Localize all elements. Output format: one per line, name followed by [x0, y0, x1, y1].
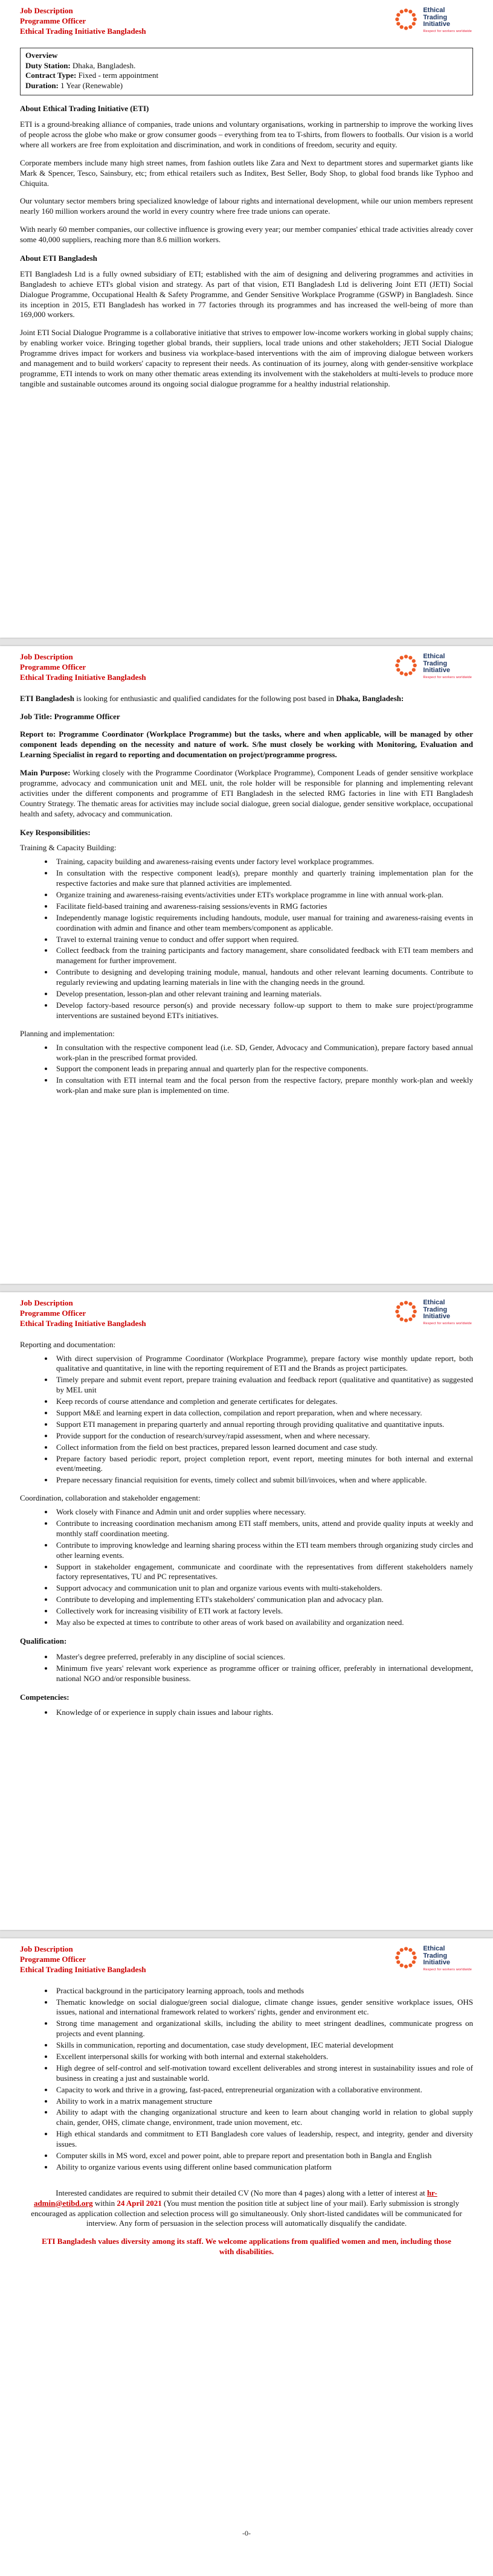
logo-word-trading: Trading [423, 1952, 448, 1959]
eti-logo-icon [393, 6, 419, 33]
doc-title: Job Description [20, 1298, 73, 1307]
org-logo [393, 1298, 473, 1325]
logo-tagline: Respect for workers worldwide [423, 675, 472, 679]
overview-box [20, 48, 473, 96]
overview-value: Dhaka, Bangladesh. [70, 60, 136, 70]
bullet-item: • Excellent interpersonal skills for working with both internal and external stakeholders. [54, 2052, 473, 2062]
bullet-item: • Collect information from the field on best practices, prepared lesson learned document and case study. [54, 1443, 473, 1453]
paragraph: ETI Bangladesh Ltd is a fully owned subsidiary of ETI; established with the aim of designing and delivering programmes and activities in Bangladesh to achieve ETI's global vision and strategy. As part of that vision, ETI Bangladesh Ltd is delivering Joint ETI (JETI) Social Dialogue Programme, Occupational Health & Safety Programme, and Gender Sensitive Workplace Programme (GSWP) in Bangladesh. Since its inception in 2015, ETI Bangladesh has worked in 77 factories through its programmes and has increased the well-being of more than 169,000 workers. [20, 269, 473, 319]
text-run: within [92, 2198, 117, 2208]
bullet-item: • Thematic knowledge on social dialogue/green social dialogue, climate change issues, gender sensitive workplace issues, OHS issues, national and international framework related to workers' rights, gender and environment etc. [54, 1998, 473, 2018]
doc-position: Programme Officer [20, 1308, 86, 1318]
bullet-list [20, 1043, 473, 1096]
logo-text [423, 652, 472, 679]
bullet-item: • Contribute to developing and implementing ETI's stakeholders' communication plan and advocacy plan. [54, 1595, 473, 1605]
page-header [20, 652, 473, 683]
document-page-2 [0, 646, 493, 1284]
logo-word-initiative: Initiative [423, 667, 450, 674]
paragraph: ETI is a ground-breaking alliance of companies, trade unions and voluntary organisations, working in partnership to improve the working lives of people across the globe who make or grow consumer goods – everything from tea to T-shirts, from flowers to footballs. Our vision is a world where all workers are free from exploitation and discrimination, and work in conditions of freedom, security and equity. [20, 120, 473, 149]
bullet-item: • In consultation with the respective component lead(s), prepare monthly and quarterly training implementation plan for the respective factories and make sure that planned activities are implemented. [54, 868, 473, 889]
bullet-item: • Master's degree preferred, preferably in any discipline of social sciences. [54, 1652, 473, 1662]
bullet-list [20, 857, 473, 1020]
bullet-item: • Ability to organize various events using different online based communication platform [54, 2162, 473, 2173]
header-titles [20, 1298, 146, 1329]
section-heading: Qualification: [20, 1636, 67, 1645]
email-link[interactable]: hr-admin@etibd.org [33, 2188, 437, 2208]
bullet-item: • Travel to external training venue to conduct and offer support when required. [54, 935, 473, 945]
bullet-item: • Develop presentation, lesson-plan and other relevant training and learning materials. [54, 989, 473, 999]
bullet-item: • Organize training and awareness-raising events/activities under ETI's workplace programme in line with annual work-plan. [54, 890, 473, 900]
bullet-item: • Training, capacity building and awareness-raising events under factory level workplace programmes. [54, 857, 473, 867]
bullet-item: • Support in stakeholder engagement, communicate and coordinate with the representatives from different stakeholders namely factory representatives, TU and PC representatives. [54, 1562, 473, 1583]
overview-row [25, 71, 468, 81]
bullet-item: • Skills in communication, reporting and documentation, case study development, IEC material development [54, 2040, 473, 2051]
bullet-item: • Strong time management and organizational skills, including the ability to meet stringent deadlines, communicate progress on projects and event planning. [54, 2019, 473, 2039]
sub-heading: Planning and implementation: [20, 1028, 115, 1038]
bullet-item: • With direct supervision of Programme Coordinator (Workplace Programme), prepare factory wise monthly update report, both qualitative and quantitative, in line with the reporting requirement of ETI and the Brands as project participates. [54, 1354, 473, 1374]
org-logo [393, 6, 473, 33]
page-header [20, 1298, 473, 1329]
org-logo [393, 652, 473, 679]
doc-position: Programme Officer [20, 1954, 86, 1964]
eti-logo-icon [393, 652, 419, 679]
bullet-item: • Work closely with Finance and Admin unit and order supplies where necessary. [54, 1507, 473, 1517]
header-titles [20, 6, 146, 37]
overview-label: Contract Type: [25, 71, 77, 80]
overview-title: Overview [25, 50, 58, 60]
deadline-date: 24 April 2021 [117, 2198, 162, 2208]
page-header [20, 6, 473, 37]
doc-org: Ethical Trading Initiative Bangladesh [20, 1964, 146, 1974]
overview-row [25, 81, 468, 91]
overview-value: Fixed - term appointment [76, 71, 159, 80]
eti-logo-icon [393, 1298, 419, 1325]
page-body [20, 1340, 473, 1719]
bullet-item: • Practical background in the participatory learning approach, tools and methods [54, 1986, 473, 1996]
bullet-item: • Computer skills in MS word, excel and power point, able to prepare report and presentation both in Bangla and English [54, 2151, 473, 2161]
doc-position: Programme Officer [20, 16, 86, 25]
section-heading: About Ethical Trading Initiative (ETI) [20, 104, 149, 114]
page-body [20, 48, 473, 389]
logo-tagline: Respect for workers worldwide [423, 1967, 472, 1972]
bullet-list [20, 1708, 473, 1718]
bullet-item: • Prepare necessary financial requisition for events, timely collect and submit bill/invoices, when and where applicable. [54, 1475, 473, 1485]
bullet-item: • Capacity to work and thrive in a growing, fast-paced, entrepreneurial organization with a collaborative environment. [54, 2085, 473, 2095]
bullet-item: • Contribute to improving knowledge and learning sharing process within the ETI team members through organizing study circles and other learning events. [54, 1540, 473, 1561]
logo-word-trading: Trading [423, 659, 448, 667]
bullet-item: • In consultation with the respective component lead (i.e. SD, Gender, Advocacy and Communication), prepare factory based annual work-plan in the prescribed format provided. [54, 1043, 473, 1063]
bullet-item: • Independently manage logistic requirements including handouts, module, user manual for training and awareness-raising events in coordination with admin and finance and other team members/component as applicable. [54, 913, 473, 934]
org-logo [393, 1944, 473, 1972]
sub-heading: Training & Capacity Building: [20, 843, 117, 853]
logo-word-initiative: Initiative [423, 1959, 450, 1967]
bullet-item: • Ability to adapt with the changing organizational structure and keen to learn about changing world in relation to global supply chain, gender, OHS, climate change, environment, trade union movement, etc. [54, 2107, 473, 2128]
page-end-mark: -0- [242, 2529, 251, 2538]
bullet-item: • Provide support for the conduction of research/survey/rapid assessment, when and where necessary. [54, 1431, 473, 1441]
bullet-item: • Minimum five years' relevant work experience as programme officer or training officer, preferably in international development, national NGO and/or responsible business. [54, 1664, 473, 1684]
page-body [20, 1985, 473, 2538]
document-page-3 [0, 1292, 493, 1930]
overview-label: Duration: [25, 81, 59, 91]
bullet-item: • Contribute to designing and developing training module, manual, handouts and other relevant learning documents. Contribute to regularly reviewing and updating learning materials in line with the changing needs in the ground. [54, 967, 473, 988]
paragraph-label: Main Purpose: [20, 768, 71, 778]
bullet-item: • Timely prepare and submit event report, prepare training evaluation and feedback report (qualitative and quantitative) as suggested by MEL unit [54, 1375, 473, 1395]
paragraph-text: Working closely with the Programme Coordinator (Workplace Programme), Component Leads of gender sensitive workplace programme, advocacy and communication unit and MEL unit, the role holder will be responsible for planning and implementing relevant activities under the different components and programme of ETI Bangladesh in the selected RMG factories in line with ETI Bangladesh Country Strategy. The thematic areas for activities may include social dialogue, green social dialogue, gender sensitive workplace, occupational health and safety, advocacy and communication. [20, 768, 473, 818]
logo-text [423, 6, 472, 33]
overview-label: Duty Station: [25, 60, 71, 70]
logo-word-ethical: Ethical [423, 1299, 445, 1306]
bullet-item: • Support the component leads in preparing annual and quarterly plan for the respective components. [54, 1064, 473, 1074]
logo-tagline: Respect for workers worldwide [423, 1321, 472, 1325]
logo-text [423, 1298, 472, 1325]
paragraph-bold: Job Title: Programme Officer [20, 711, 120, 721]
bullet-item: • Support ETI management in preparing quarterly and annual reporting through providing qualitative and quantitative inputs. [54, 1420, 473, 1430]
text-run: (You must mention the position title at subject line of your mail). Early submission is strongly encouraged as application collection and selection process will go simultaneously. Only short-listed candidates will be communicated for interview. Any form of persuasion in the selection process will automatically disqualify the candidate. [31, 2198, 462, 2228]
logo-text [423, 1944, 472, 1972]
paragraph-bold: Report to: Programme Coordinator (Workplace Programme) but the tasks, where and when applicable, will be managed by other component leads depending on the necessity and nature of work. S/he must closely be working with Monitoring, Evaluation and Learning Specialist in regard to reporting and documentation on project/programme progress. [20, 729, 473, 760]
eti-logo-icon [393, 1944, 419, 1971]
logo-word-ethical: Ethical [423, 7, 445, 14]
paragraph: Joint ETI Social Dialogue Programme is a collaborative initiative that strives to empower low-income workers working in global supply chains; by enabling worker voice. Bringing together global brands, their suppliers, local trade unions and other stakeholders; JETI Social Dialogue Programme drives impact for workers and business via workplace-based interventions with the aim of improving dialogue between workers and management and to build workers' capacity to represent their needs. As continuation of its journey, along with gender-sensitive workplace programme, ETI intends to work on many other thematic areas extending its involvement with the stakeholders at multi-levels to produce more tangible and sustainable outcomes around its ongoing social dialogue programme for a healthy industrial relationship. [20, 328, 473, 388]
bullet-item: • Support advocacy and communication unit to plan and organize various events with multi-stakeholders. [54, 1583, 473, 1594]
paragraph [28, 2188, 465, 2229]
bullet-item: • Keep records of course attendance and completion and generate certificates for delegates. [54, 1397, 473, 1407]
overview-value: 1 Year (Renewable) [58, 81, 123, 91]
logo-word-initiative: Initiative [423, 21, 450, 28]
logo-word-initiative: Initiative [423, 1313, 450, 1321]
header-titles [20, 1944, 146, 1975]
bullet-item: • Facilitate field-based training and awareness-raising sessions/events in RMG factories [54, 902, 473, 912]
bullet-item: • Knowledge of or experience in supply chain issues and labour rights. [54, 1708, 473, 1718]
paragraph: Our voluntary sector members bring specialized knowledge of labour rights and international development, while our union members represent nearly 160 million workers around the world in every country where free trade unions can operate. [20, 196, 473, 216]
logo-tagline: Respect for workers worldwide [423, 29, 472, 33]
section-heading: Competencies: [20, 1692, 69, 1702]
logo-word-trading: Trading [423, 13, 448, 21]
doc-org: Ethical Trading Initiative Bangladesh [20, 1318, 146, 1328]
text-run: Dhaka, Bangladesh: [336, 693, 404, 703]
bullet-item: • Ability to work in a matrix management structure [54, 2097, 473, 2107]
bullet-item: • Collectively work for increasing visibility of ETI work at factory levels. [54, 1606, 473, 1616]
page-header [20, 1944, 473, 1975]
bullet-list [20, 1986, 473, 2173]
bullet-item: • May also be expected at times to contribute to other areas of work based on availability and organization need. [54, 1618, 473, 1628]
bullet-list [20, 1652, 473, 1684]
bullet-item: • High ethical standards and commitment to ETI Bangladesh core values of leadership, respect, and integrity, gender and diversity issues. [54, 2129, 473, 2150]
doc-org: Ethical Trading Initiative Bangladesh [20, 26, 146, 36]
logo-word-ethical: Ethical [423, 1945, 445, 1952]
bullet-item: • Develop factory-based resource person(s) and provide necessary follow-up support to them to make sure project/programme interventions are sustained beyond ETI's initiatives. [54, 1001, 473, 1021]
paragraph [20, 694, 473, 704]
bullet-list [20, 1354, 473, 1486]
header-titles [20, 652, 146, 683]
text-run: ETI Bangladesh [20, 693, 74, 703]
document-page-1 [0, 0, 493, 638]
bullet-item: • Support M&E and learning expert in data collection, compilation and report preparation, when and where necessary. [54, 1408, 473, 1418]
document-page-4 [0, 1938, 493, 2576]
doc-title: Job Description [20, 1944, 73, 1953]
text-run: Interested candidates are required to submit their detailed CV (No more than 4 pages) along with a letter of interest at [56, 2188, 427, 2197]
logo-word-trading: Trading [423, 1306, 448, 1313]
doc-position: Programme Officer [20, 662, 86, 671]
bullet-item: • Collect feedback from the training participants and factory management, share consolidated feedback with ETI team members and management for further improvement. [54, 946, 473, 966]
logo-word-ethical: Ethical [423, 653, 445, 660]
bullet-item: • In consultation with ETI internal team and the focal person from the respective factory, prepare monthly work-plan and weekly work-plan and make sure plan is implemented on time. [54, 1075, 473, 1096]
bullet-item: • High degree of self-control and self-motivation toward excellent deliverables and strong interest in sustainability issues and role of business in creating a just and sustainable world. [54, 2063, 473, 2084]
paragraph [20, 768, 473, 819]
page-body [20, 694, 473, 1096]
diversity-statement: ETI Bangladesh values diversity among its staff. We welcome applications from qualified women and men, including those with disabilities. [42, 2237, 451, 2257]
sub-heading: Reporting and documentation: [20, 1339, 116, 1349]
bullet-item: • Contribute to increasing coordination mechanism among ETI staff members, units, attend and provide quality inputs at weekly and monthly staff coordination meeting. [54, 1519, 473, 1539]
sub-heading: Coordination, collaboration and stakeholder engagement: [20, 1493, 201, 1503]
paragraph: Corporate members include many high street names, from fashion outlets like Zara and Next to department stores and supermarket giants like Mark & Spencer, Tesco, Sainsbury, etc; from ethical retailers such as Inditex, Best Seller, Body Shop, to global food brands like Typhoo and Chiquita. [20, 158, 473, 188]
section-heading: Key Responsibilities: [20, 827, 91, 837]
section-heading: About ETI Bangladesh [20, 254, 97, 263]
doc-title: Job Description [20, 652, 73, 661]
paragraph: With nearly 60 member companies, our collective influence is growing every year; our member companies' ethical trade activities already cover some 40,000 suppliers, reaching more than 8.6 million workers. [20, 225, 473, 245]
overview-row [25, 61, 468, 71]
doc-org: Ethical Trading Initiative Bangladesh [20, 672, 146, 682]
doc-title: Job Description [20, 6, 73, 15]
bullet-list [20, 1507, 473, 1628]
text-run: is looking for enthusiastic and qualified candidates for the following post based in [74, 693, 337, 703]
bullet-item: • Prepare factory based periodic report, project completion report, event report, meeting minutes for both internal and external event/meeting. [54, 1454, 473, 1475]
